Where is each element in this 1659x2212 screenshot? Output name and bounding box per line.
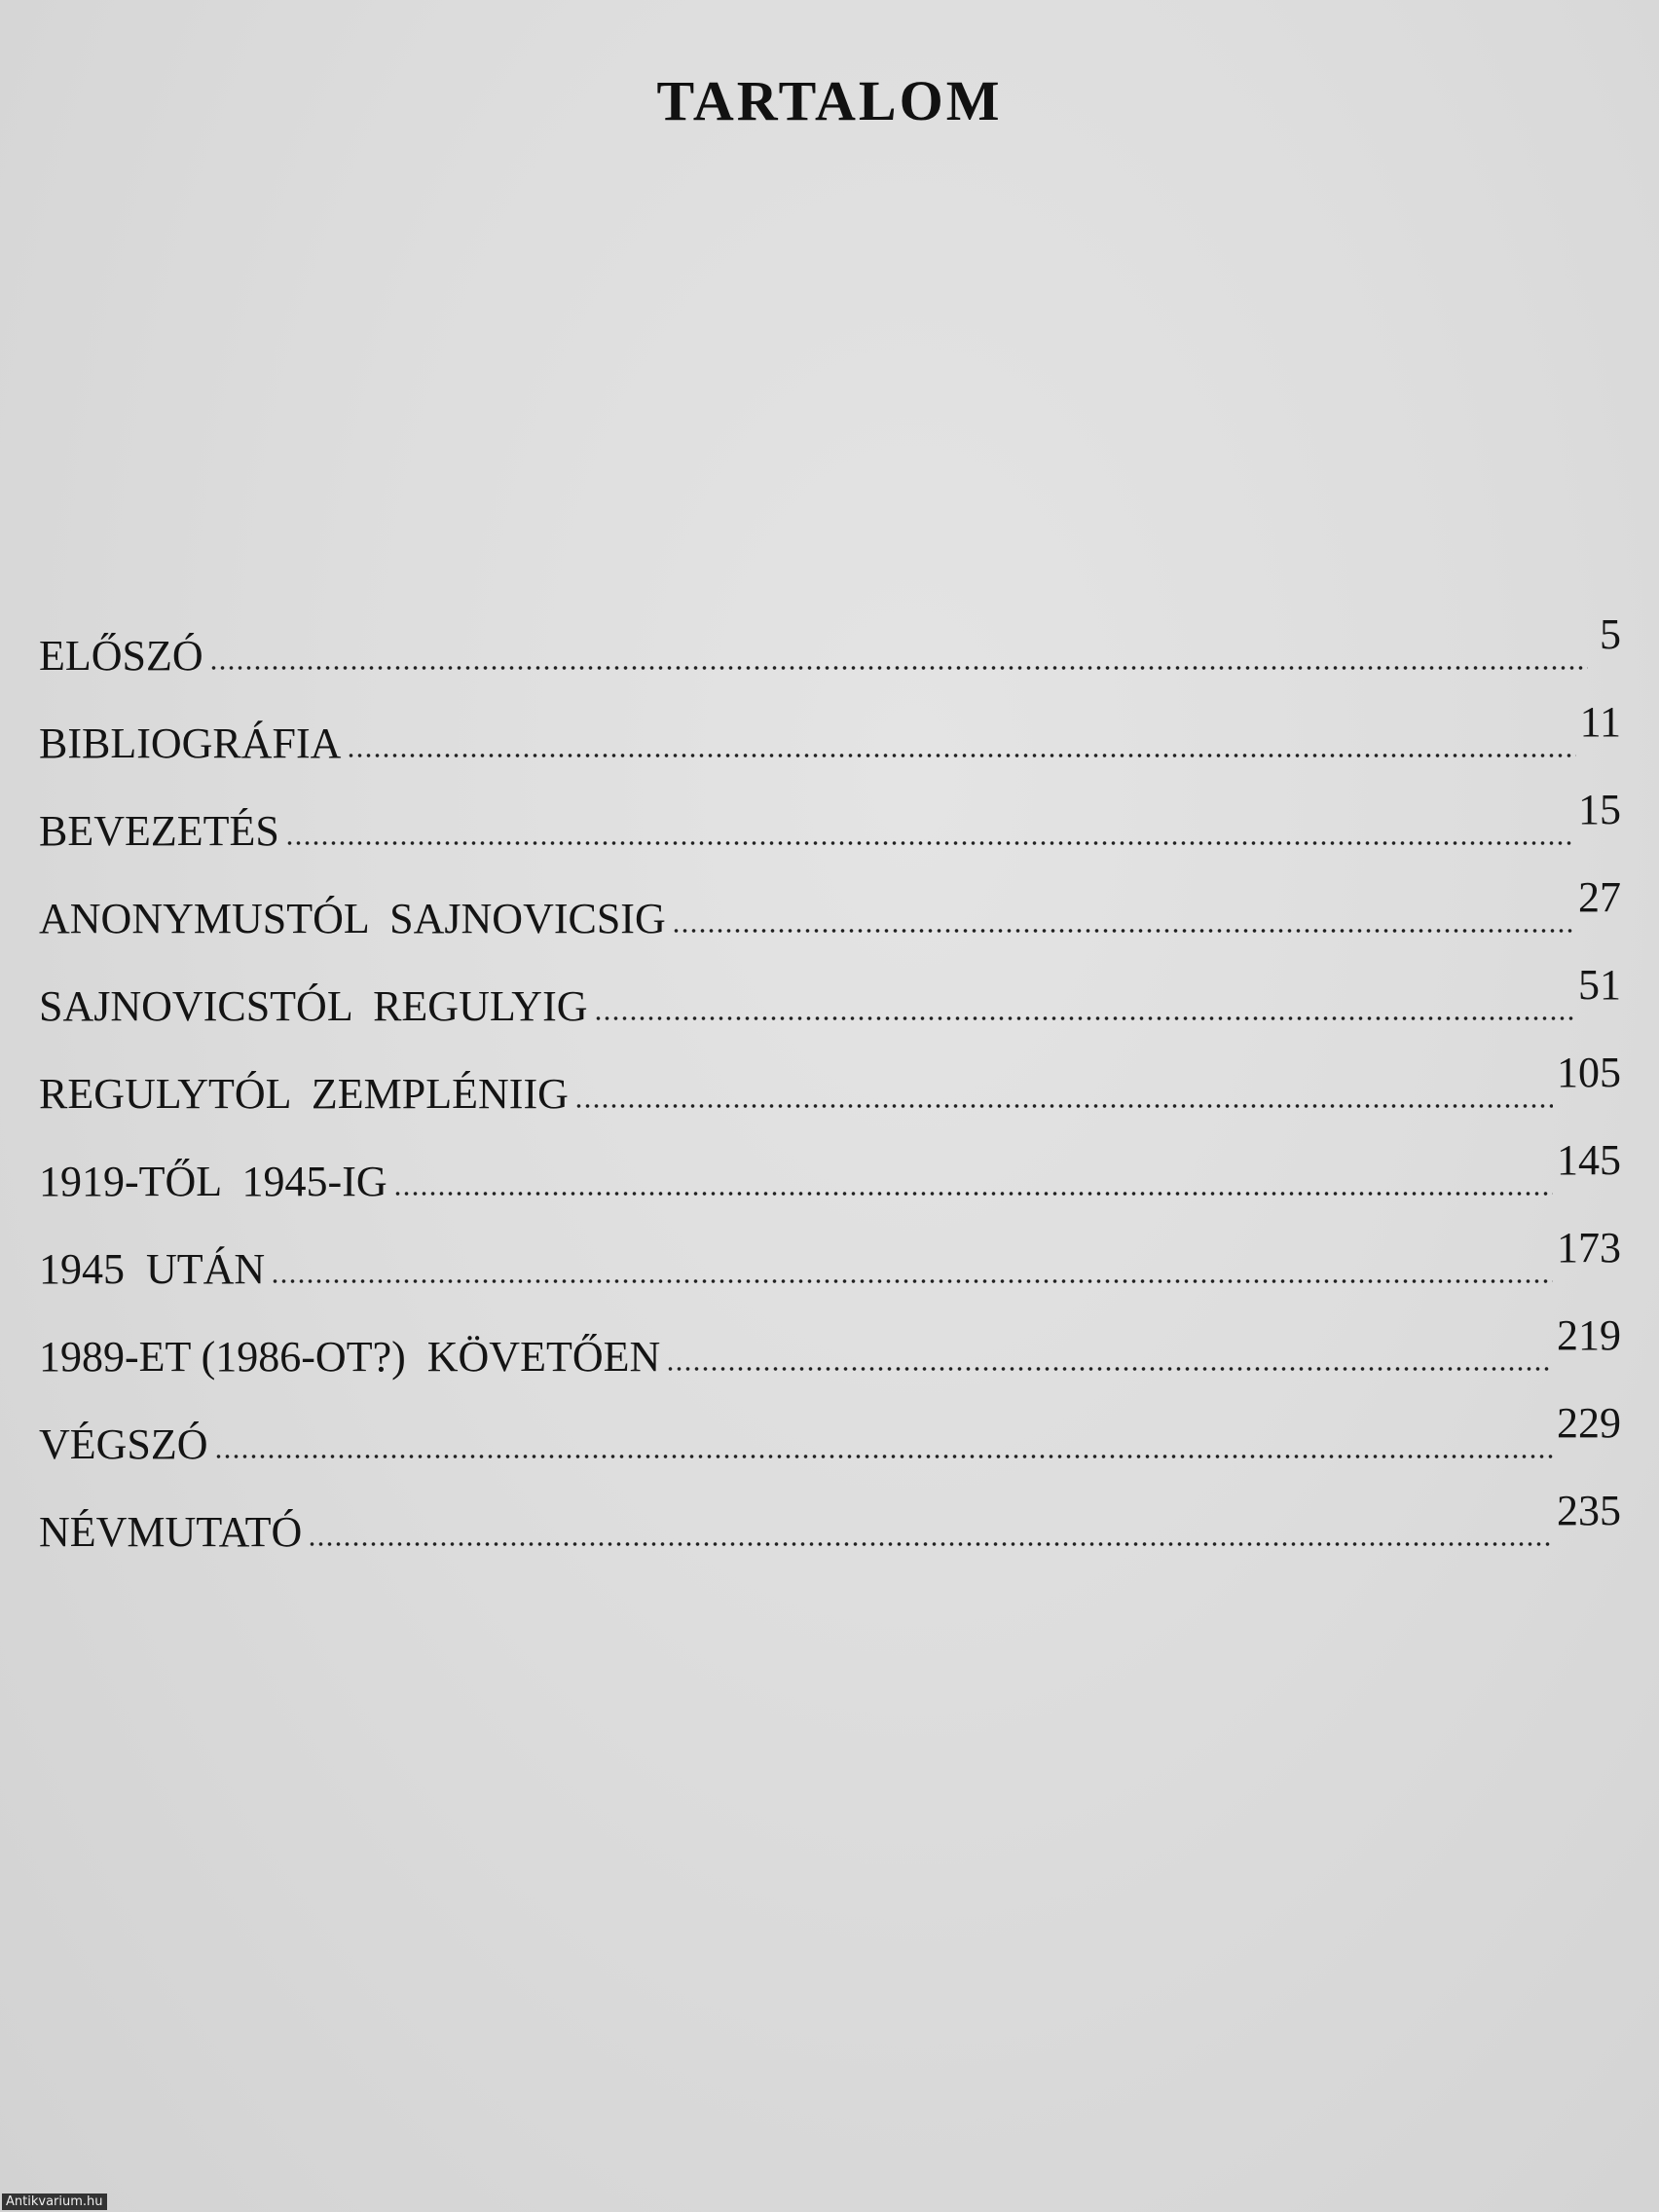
toc-entry-page: 229	[1557, 1399, 1621, 1447]
toc-entry-page: 173	[1557, 1224, 1621, 1272]
dot-leader	[271, 1279, 1553, 1283]
toc-entry	[39, 769, 1621, 857]
toc-entry-title: 1919-TŐL 1945-IG	[39, 1158, 387, 1205]
toc-entry	[39, 1032, 1621, 1120]
toc-entry	[39, 594, 1621, 682]
toc-entry	[39, 1470, 1621, 1558]
toc-entry	[39, 1207, 1621, 1295]
dot-leader	[594, 1016, 1574, 1020]
toc-entry	[39, 1382, 1621, 1470]
toc-entry-title: 1989-ET (1986-OT?) KÖVETŐEN	[39, 1333, 661, 1381]
toc-entry-title: ANONYMUSTÓL SAJNOVICSIG	[39, 895, 666, 942]
watermark-label: Antikvarium.hu	[2, 2194, 107, 2210]
toc-entry	[39, 944, 1621, 1032]
page-title: TARTALOM	[656, 69, 1003, 132]
dot-leader	[214, 1455, 1553, 1458]
dot-leader	[672, 929, 1574, 933]
toc-entry-page: 145	[1557, 1136, 1621, 1184]
toc-entry-title: REGULYTÓL ZEMPLÉNIIG	[39, 1070, 569, 1118]
toc-entry	[39, 857, 1621, 944]
toc-entry-page: 235	[1557, 1487, 1621, 1534]
table-of-contents	[39, 594, 1621, 1558]
toc-entry-page: 105	[1557, 1049, 1621, 1096]
toc-entry	[39, 682, 1621, 769]
toc-entry-page: 5	[1600, 610, 1621, 658]
toc-entry-page: 51	[1578, 961, 1621, 1009]
toc-entry-page: 11	[1579, 698, 1621, 746]
dot-leader	[347, 754, 1575, 757]
toc-entry-title: SAJNOVICSTÓL REGULYIG	[39, 982, 588, 1030]
toc-entry-page: 219	[1557, 1311, 1621, 1359]
toc-entry-title: ELŐSZÓ	[39, 632, 203, 680]
toc-entry-page: 15	[1578, 786, 1621, 833]
dot-leader	[209, 666, 1588, 670]
toc-entry-title: BIBLIOGRÁFIA	[39, 719, 342, 767]
toc-entry-page: 27	[1578, 873, 1621, 921]
dot-leader	[393, 1192, 1553, 1196]
toc-entry	[39, 1120, 1621, 1207]
dot-leader	[285, 841, 1574, 845]
dot-leader	[574, 1104, 1553, 1108]
toc-entry-title: 1945 UTÁN	[39, 1245, 266, 1293]
dot-leader	[308, 1542, 1553, 1546]
toc-entry-title: NÉVMUTATÓ	[39, 1508, 303, 1556]
toc-entry	[39, 1295, 1621, 1382]
dot-leader	[666, 1367, 1553, 1371]
toc-entry-title: BEVEZETÉS	[39, 807, 279, 855]
toc-entry-title: VÉGSZÓ	[39, 1420, 208, 1468]
